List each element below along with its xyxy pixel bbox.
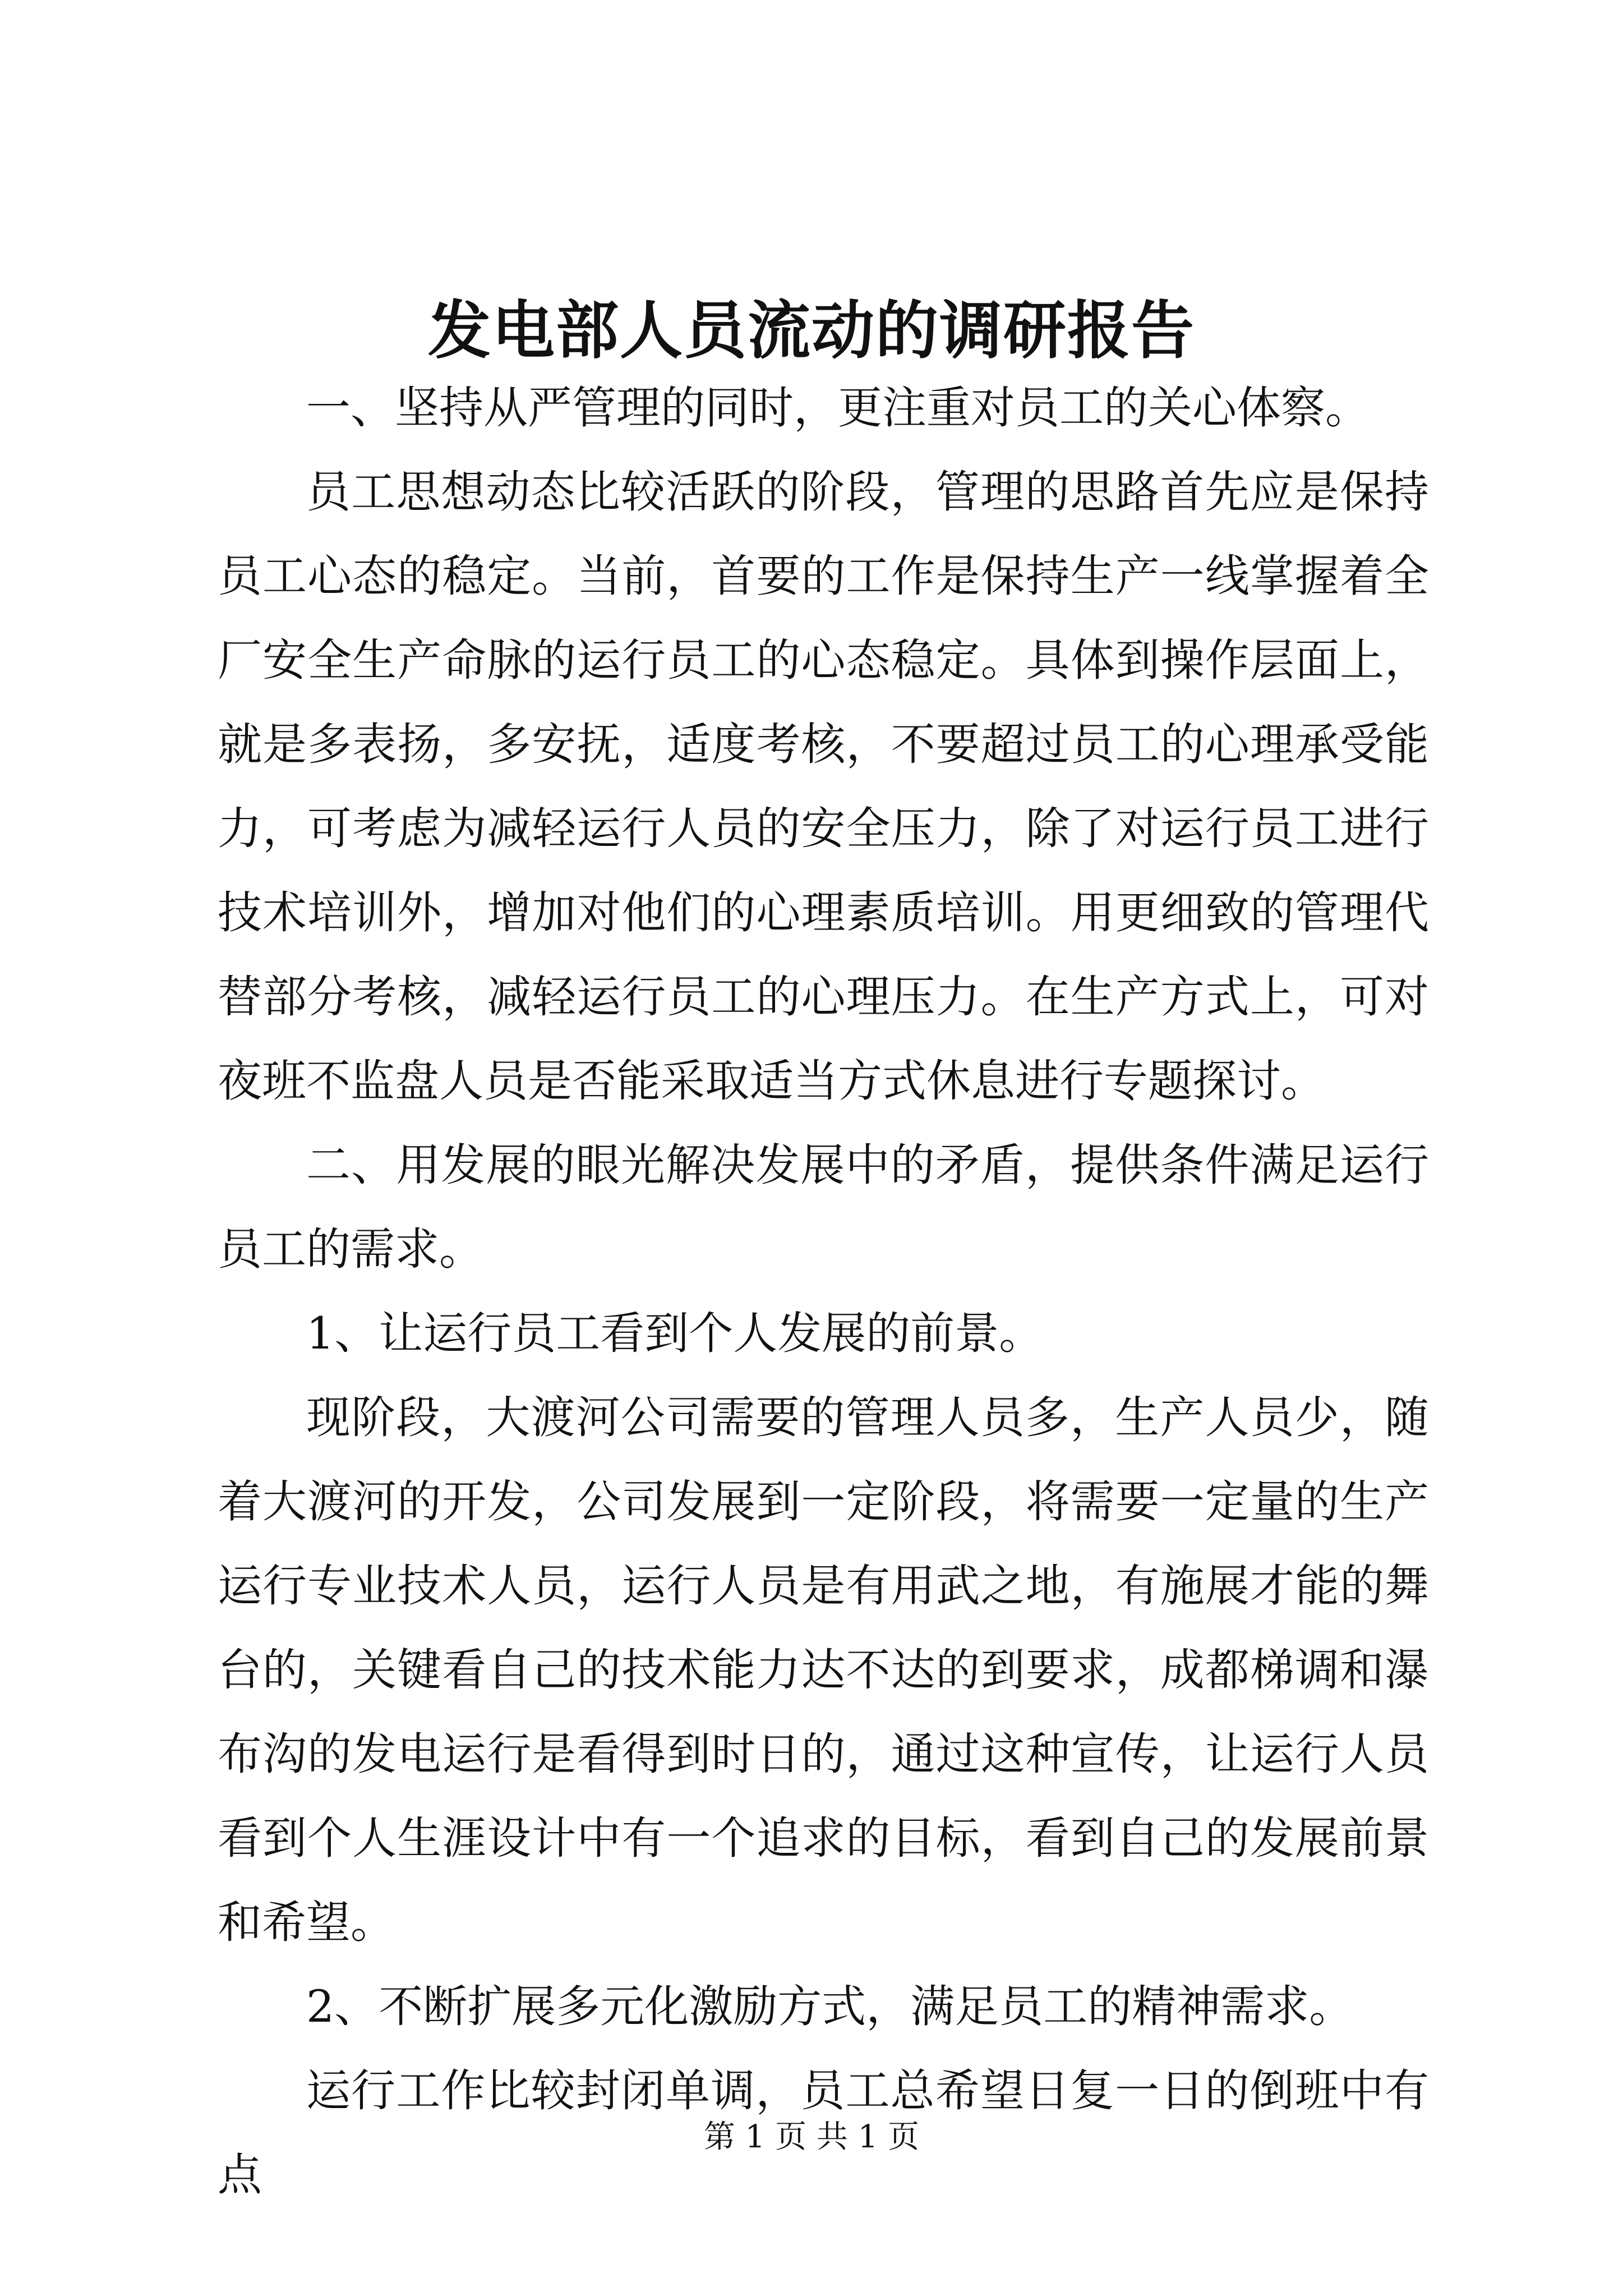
paragraph-body: 员工思想动态比较活跃的阶段，管理的思路首先应是保持员工心态的稳定。当前，首要的工作是保持生产一线掌握着全厂安全生产命脉的运行员工的心态稳定。具体到操作层面上，就是多表扬，多安抚，适度考核，不要超过员工的心理承受能力，可考虑为减轻运行人员的安全压力，除了对运行员工进行技术培训外，增加对他们的心理素质培训。用更细致的管理代替部分考核，减轻运行员工的心理压力。在生产方式上，可对夜班不监盘人员是否能采取适当方式休息进行专题探讨。 — [218, 466, 1429, 1107]
paragraph-subheading-1: 1、让运行员工看到个人发展的前景。 — [306, 1308, 1044, 1359]
paragraph-body: 现阶段，大渡河公司需要的管理人员多，生产人员少，随着大渡河的开发，公司发展到一定阶段，将需要一定量的生产运行专业技术人员，运行人员是有用武之地，有施展才能的舞台的，关键看自己的技术能力达不达的到要求，成都梯调和瀑布沟的发电运行是看得到时日的，通过这种宣传，让运行人员看到个人生涯设计中有一个追求的目标，看到自己的发展前景和希望。 — [218, 1392, 1429, 1948]
document-title: 发电部人员流动的调研报告 — [428, 294, 1195, 367]
paragraph-section-2-heading: 二、用发展的眼光解决发展中的矛盾，提供条件满足运行员工的需求。 — [218, 1139, 1429, 1275]
page-footer: 第 1 页 共 1 页 — [703, 2119, 920, 2155]
paragraph-subheading-2: 2、不断扩展多元化激励方式，满足员工的精神需求。 — [306, 1981, 1354, 2032]
paragraph-section-1-heading: 一、坚持从严管理的同时，更注重对员工的关心体察。 — [306, 382, 1370, 434]
paragraph-body: 运行工作比较封闭单调，员工总希望日复一日的倒班中有点 — [218, 2065, 1429, 2201]
document-body — [218, 366, 1429, 2217]
